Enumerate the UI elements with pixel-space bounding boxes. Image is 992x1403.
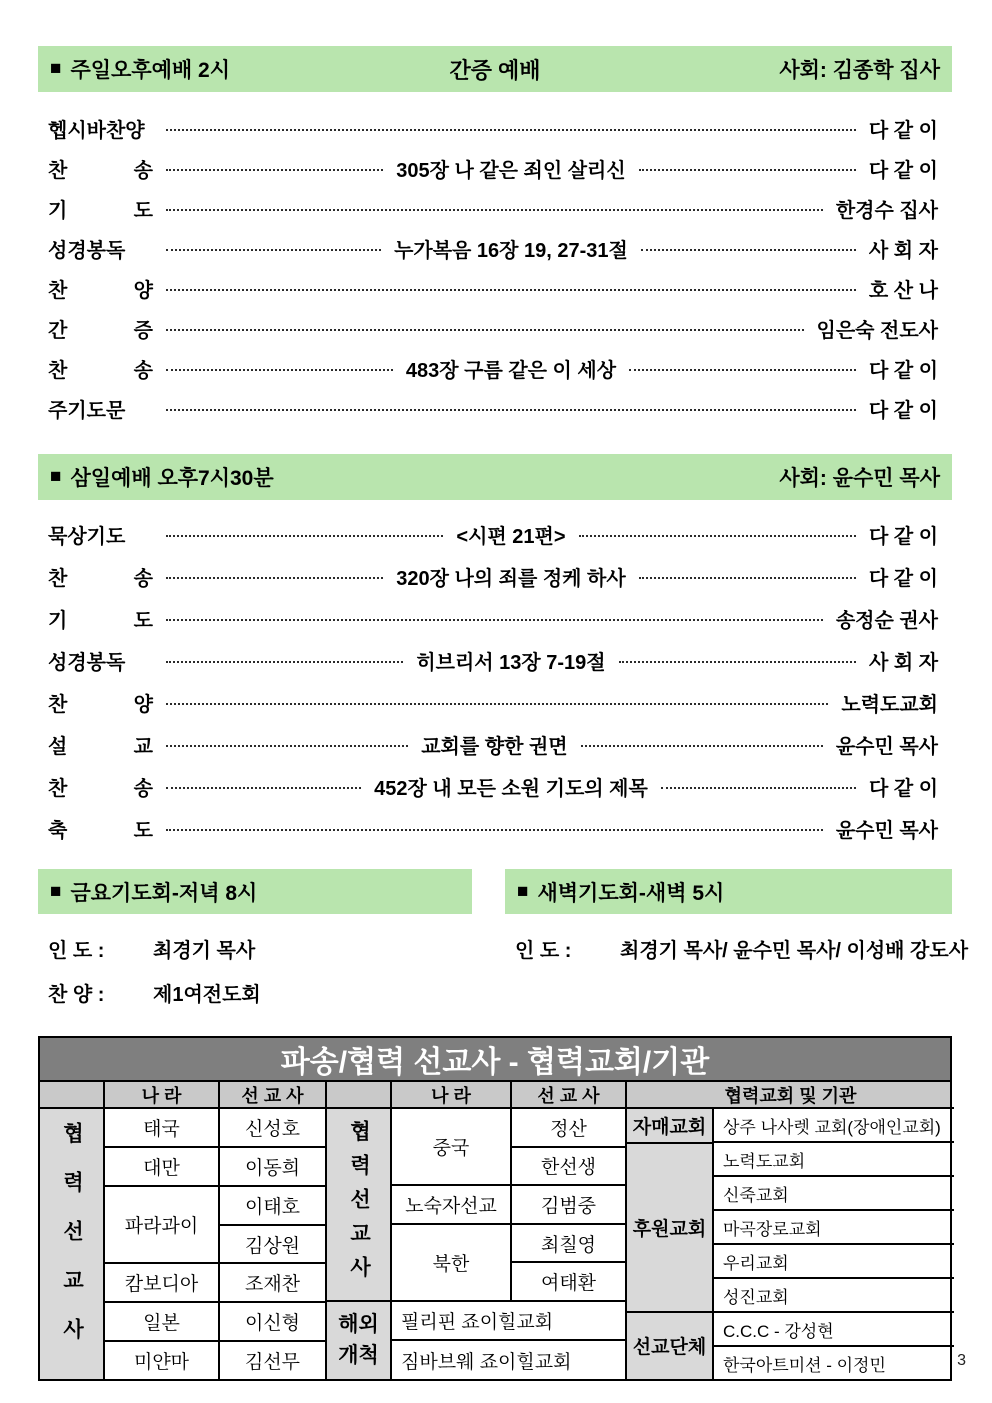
wednesday-section-header [38, 454, 952, 500]
wednesday-header-left [50, 462, 274, 492]
dawn-header-left [517, 877, 724, 907]
service-item-label: 헵시바찬양 [48, 119, 145, 142]
service-item-row [48, 188, 938, 228]
org-group-label-cell: 선교단체 [627, 1313, 714, 1380]
mid-paired-rows [392, 1109, 627, 1302]
dotted-leader [166, 703, 828, 705]
service-item-person: 다 같 이 [868, 525, 939, 548]
prayer-info-value: 최경기 목사/ 윤수민 목사/ 이성배 강도사 [620, 939, 969, 962]
service-item-row [48, 108, 938, 148]
org-cell: 성진교회 [714, 1279, 954, 1313]
mid-group-label2-cell [327, 1302, 392, 1379]
missionary-cell: 김선무 [220, 1342, 327, 1379]
org-cell: 노력도교회 [714, 1143, 954, 1177]
overseas-pioneering-label: 해외개척 [338, 1313, 379, 1367]
square-bullet-icon: ■ [50, 58, 62, 79]
square-bullet-icon: ■ [50, 880, 62, 902]
service-item-detail: 누가복음 16장 19, 27-31절 [394, 239, 628, 262]
missionary-cell: 정산 [512, 1109, 627, 1148]
service-item-row [48, 228, 938, 268]
org-group-label-cell: 자매교회 [627, 1109, 714, 1144]
service-item-person: 윤수민 목사 [835, 735, 938, 758]
service-item-label: 주기도문 [48, 399, 126, 422]
page-number: 3 [957, 1352, 966, 1369]
org-group-label-cell: 후원교회 [627, 1144, 714, 1312]
mid-missionary-column [512, 1109, 627, 1302]
friday-prayer-section [38, 869, 472, 1014]
dotted-leader [166, 661, 403, 663]
dotted-leader [639, 169, 856, 171]
service-item-row [48, 765, 938, 807]
org-cell: 상주 나사렛 교회(장애인교회) [714, 1109, 954, 1143]
country-cell: 미얀마 [105, 1342, 220, 1379]
missionary-cell: 이동희 [220, 1148, 327, 1187]
wednesday-section-host: 사회: 윤수민 목사 [779, 467, 940, 490]
org-cell: 우리교회 [714, 1245, 954, 1279]
dotted-leader [661, 787, 856, 789]
service-item-label: 찬 송 [48, 567, 153, 590]
dotted-leader [166, 535, 443, 537]
prayer-meetings-row [38, 869, 969, 1014]
wednesday-section-title: 삼일예배 오후7시30분 [70, 467, 274, 490]
country-cell: 일본 [105, 1303, 220, 1342]
dotted-leader [166, 129, 856, 131]
dotted-leader [166, 787, 361, 789]
country-cell: 노숙자선교 [392, 1186, 512, 1225]
service-item-person: 송정순 권사 [835, 609, 938, 632]
friday-header-left [50, 877, 257, 907]
square-bullet-icon: ■ [50, 466, 62, 487]
friday-prayer-header [38, 869, 472, 914]
service-item-detail: 히브리서 13장 7-19절 [416, 651, 606, 674]
vertical-group-label: 협력선교사 [347, 1119, 371, 1290]
dotted-leader [166, 369, 393, 371]
mission-table-title: 파송/협력 선교사 - 협력교회/기관 [40, 1038, 950, 1082]
service-item-detail: 320장 나의 죄를 정케 하사 [396, 567, 626, 590]
country-cell: 태국 [105, 1109, 220, 1148]
service-item-label: 기 도 [48, 199, 153, 222]
dotted-leader [166, 409, 856, 411]
service-item-label: 성경봉독 [48, 651, 126, 674]
org-cell: 한국아트미션 - 이정민 [723, 1355, 886, 1375]
service-item-person: 다 같 이 [868, 119, 938, 142]
friday-prayer-rows [38, 914, 472, 1014]
afternoon-section-host: 사회: 김종학 집사 [779, 59, 940, 82]
dotted-leader [619, 661, 856, 663]
service-item-row [48, 388, 938, 428]
service-item-person: 윤수민 목사 [835, 819, 938, 842]
missionary-cell: 김범중 [512, 1186, 627, 1225]
org-cell: C.C.C - 강성현 [714, 1313, 954, 1347]
service-item-person: 다 같 이 [868, 777, 939, 800]
header-org: 협력교회 및 기관 [627, 1082, 954, 1109]
mission-table [38, 1036, 952, 1381]
country-cell: 대만 [105, 1148, 220, 1187]
prayer-info-value: 최경기 목사 [153, 939, 256, 962]
dotted-leader [641, 249, 856, 251]
mid-group-label-cell [327, 1109, 392, 1302]
missionary-cell: 이신형 [220, 1303, 327, 1342]
dotted-leader [581, 745, 823, 747]
service-item-person: 다 같 이 [868, 359, 939, 382]
dawn-prayer-title: 새벽기도회-새벽 5시 [537, 881, 725, 905]
service-item-label: 성경봉독 [48, 239, 126, 262]
service-item-label: 찬 양 [48, 693, 153, 716]
left-group-column [40, 1109, 105, 1379]
service-item-detail: 483장 구름 같은 이 세상 [405, 359, 617, 382]
dawn-prayer-rows [505, 914, 969, 970]
afternoon-order-list [38, 92, 952, 428]
service-item-person: 다 같 이 [868, 567, 938, 590]
country-cell: 중국 [392, 1109, 512, 1186]
prayer-info-label: 인 도 : [48, 939, 105, 962]
prayer-info-value: 제1여전도회 [153, 983, 261, 1006]
service-item-person: 한경수 집사 [835, 199, 938, 222]
missionary-cell: 이태호 [220, 1187, 327, 1226]
service-item-person: 사 회 자 [868, 651, 939, 674]
mission-table-header-row [40, 1082, 950, 1109]
service-item-label: 간 증 [48, 319, 153, 342]
dotted-leader [629, 369, 856, 371]
dotted-leader [166, 745, 408, 747]
dotted-leader [166, 829, 823, 831]
header-spacer-cell [327, 1082, 392, 1109]
dotted-leader [166, 169, 383, 171]
service-item-person: 노력도교회 [841, 693, 938, 716]
afternoon-section-title: 주일오후예배 2시 [70, 59, 230, 82]
service-item-label: 찬 송 [48, 359, 153, 382]
service-item-detail: 452장 내 모든 소원 기도의 제목 [374, 777, 648, 800]
service-item-detail: 305장 나 같은 죄인 살리신 [396, 159, 626, 182]
square-bullet-icon: ■ [517, 880, 529, 902]
bulletin-content [38, 46, 969, 1381]
service-item-label: 기 도 [48, 609, 153, 632]
mid-content-column [392, 1109, 627, 1379]
country-cell: 북한 [392, 1225, 512, 1302]
dawn-prayer-header [505, 869, 952, 914]
header-spacer-cell [40, 1082, 105, 1109]
service-item-row [48, 513, 938, 555]
overseas-church-cell: 짐바브웨 죠이힐교회 [392, 1341, 627, 1379]
dotted-leader [166, 209, 823, 211]
service-item-row [48, 639, 938, 681]
dotted-leader [166, 577, 383, 579]
prayer-info-row [48, 970, 472, 1014]
mid-wide-rows [392, 1302, 627, 1379]
service-item-person: 호 산 나 [868, 279, 938, 302]
service-item-row [48, 348, 938, 388]
service-item-person: 사 회 자 [868, 239, 938, 262]
service-item-row [48, 723, 938, 765]
country-cell: 캄보디아 [105, 1264, 220, 1303]
service-item-detail: 교회를 향한 권면 [421, 735, 568, 758]
service-item-detail: <시편 21편> [456, 525, 566, 548]
missionary-cell: 한선생 [512, 1148, 627, 1187]
wednesday-order-list [38, 500, 952, 849]
service-item-person: 다 같 이 [868, 159, 938, 182]
org-cell: 마곡장로교회 [714, 1211, 954, 1245]
overseas-church-cell: 필리핀 죠이힐교회 [392, 1302, 627, 1342]
vertical-group-label: 협력선교사 [60, 1121, 84, 1367]
prayer-info-row [48, 926, 472, 970]
header-missionary-2: 선 교 사 [512, 1082, 627, 1109]
afternoon-section-header [38, 46, 952, 92]
service-item-person: 다 같 이 [868, 399, 938, 422]
prayer-info-row [515, 926, 969, 970]
service-item-label: 축 도 [48, 819, 153, 842]
service-item-label: 묵상기도 [48, 525, 126, 548]
service-item-row [48, 807, 938, 849]
service-item-person: 임은숙 전도사 [816, 319, 938, 342]
dotted-leader [639, 577, 856, 579]
service-item-label: 찬 양 [48, 279, 153, 302]
dotted-leader [166, 329, 804, 331]
dotted-leader [579, 535, 856, 537]
country-cell: 파라과이 [105, 1187, 220, 1263]
org-name-column [714, 1109, 954, 1379]
left-country-column [105, 1109, 220, 1379]
service-item-label: 찬 송 [48, 777, 153, 800]
service-item-label: 찬 송 [48, 159, 153, 182]
dotted-leader [166, 619, 823, 621]
afternoon-header-left [50, 54, 230, 84]
org-group-column [627, 1109, 714, 1379]
service-item-row [48, 308, 938, 348]
service-item-row [48, 681, 938, 723]
prayer-info-label: 인 도 : [515, 939, 572, 962]
dotted-leader [166, 249, 381, 251]
left-group-label-cell [40, 1109, 105, 1379]
header-country-2: 나 라 [392, 1082, 512, 1109]
service-item-row [48, 268, 938, 308]
friday-prayer-title: 금요기도회-저녁 8시 [70, 881, 258, 905]
dotted-leader [166, 289, 856, 291]
missionary-cell: 신성호 [220, 1109, 327, 1148]
dawn-prayer-section [505, 869, 969, 1014]
missionary-cell: 조재찬 [220, 1264, 327, 1303]
mid-group-column [327, 1109, 392, 1379]
header-missionary-1: 선 교 사 [220, 1082, 327, 1109]
prayer-info-label: 찬 양 : [48, 983, 105, 1006]
org-cell: 신죽교회 [714, 1177, 954, 1211]
service-item-label: 설 교 [48, 735, 153, 758]
service-item-row [48, 148, 938, 188]
header-country-1: 나 라 [105, 1082, 220, 1109]
afternoon-section-subtitle: 간증 예배 [449, 57, 541, 83]
mission-table-body [40, 1109, 950, 1379]
missionary-cell: 김상원 [220, 1226, 327, 1265]
mid-country-column [392, 1109, 512, 1302]
left-missionary-column [220, 1109, 327, 1379]
service-item-row [48, 555, 938, 597]
missionary-cell: 여태환 [512, 1263, 627, 1302]
service-item-row [48, 597, 938, 639]
missionary-cell: 최칠영 [512, 1225, 627, 1264]
